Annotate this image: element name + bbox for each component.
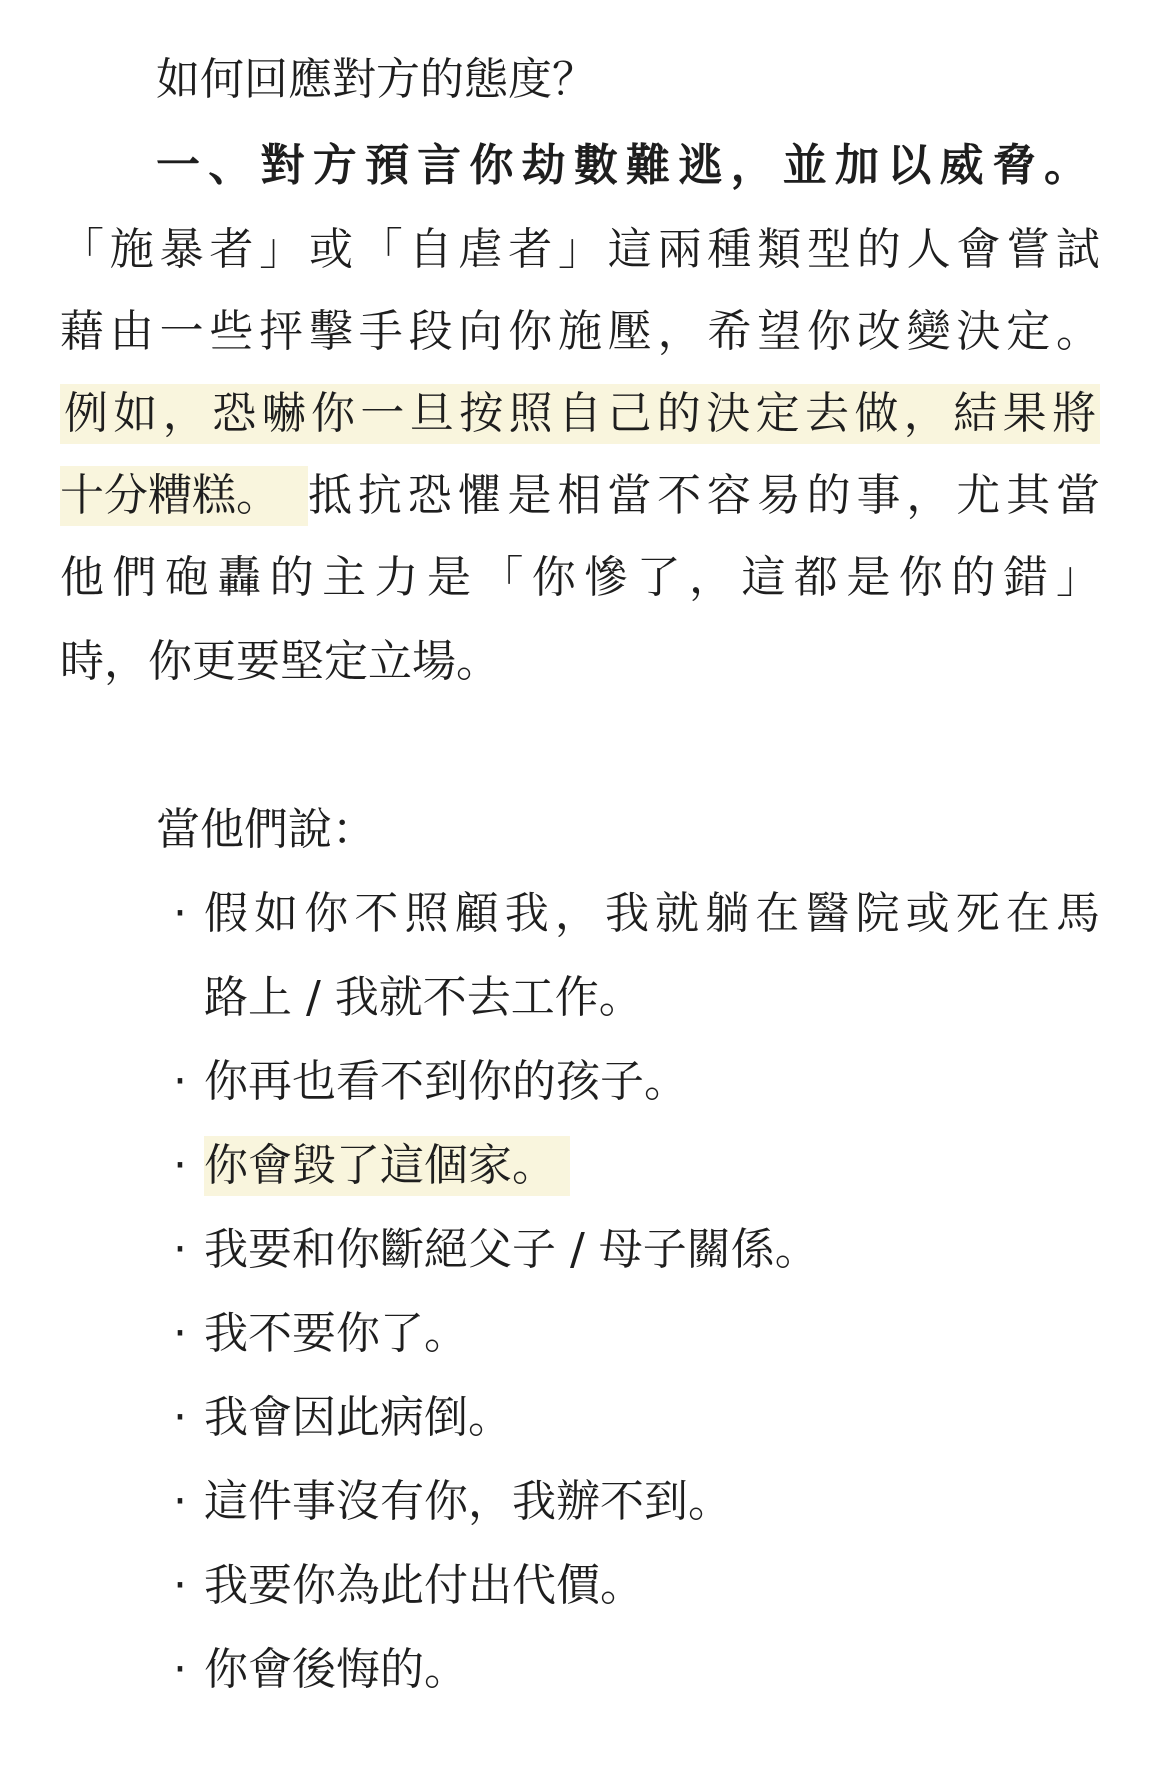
list-item-9: 你會後悔的。 [204,1644,468,1695]
paragraph-line-2: 藉由一些抨擊手段向你施壓，希望你改變決定。 [60,306,1100,357]
bullet: · [173,1056,187,1107]
bullet: · [173,1644,187,1695]
list-item-8: 我要你為此付出代價。 [204,1560,644,1611]
list-item-6: 我會因此病倒。 [204,1392,512,1443]
list-item-1-line-1: 假如你不照顧我，我就躺在醫院或死在馬 [204,888,1100,939]
paragraph-line-5: 他們砲轟的主力是「你慘了，這都是你的錯」 [60,552,1100,603]
bullet: · [173,888,187,939]
bullet: · [173,1308,187,1359]
bullet: · [173,1140,187,1191]
paragraph-line-3-highlighted: 例如，恐嚇你一旦按照自己的決定去做，結果將 [60,384,1100,444]
paragraph-line-4-rest: 抵抗恐懼是相當不容易的事，尤其當 [308,470,1100,521]
paragraph-line-6: 時，你更要堅定立場。 [60,636,500,687]
list-item-7: 這件事沒有你，我辦不到。 [204,1476,732,1527]
list-item-5: 我不要你了。 [204,1308,468,1359]
list-item-2: 你再也看不到你的孩子。 [204,1056,688,1107]
bullet: · [173,1476,187,1527]
list-item-3-highlighted: 你會毀了這個家。 [204,1136,570,1196]
bullet: · [173,1392,187,1443]
list-item-4: 我要和你斷絕父子 / 母子關係。 [204,1224,819,1275]
list-intro: 當他們說： [156,804,376,855]
bullet: · [173,1224,187,1275]
bullet: · [173,1560,187,1611]
section-title: 一、對方預言你劫數難逃，並加以威脅。 [156,140,1088,191]
heading: 如何回應對方的態度？ [156,54,596,105]
list-item-1-line-2: 路上 / 我就不去工作。 [204,972,643,1023]
paragraph-line-1: 「施暴者」或「自虐者」這兩種類型的人會嘗試 [60,224,1100,275]
paragraph-line-4-highlighted: 十分糟糕。 [60,466,308,526]
